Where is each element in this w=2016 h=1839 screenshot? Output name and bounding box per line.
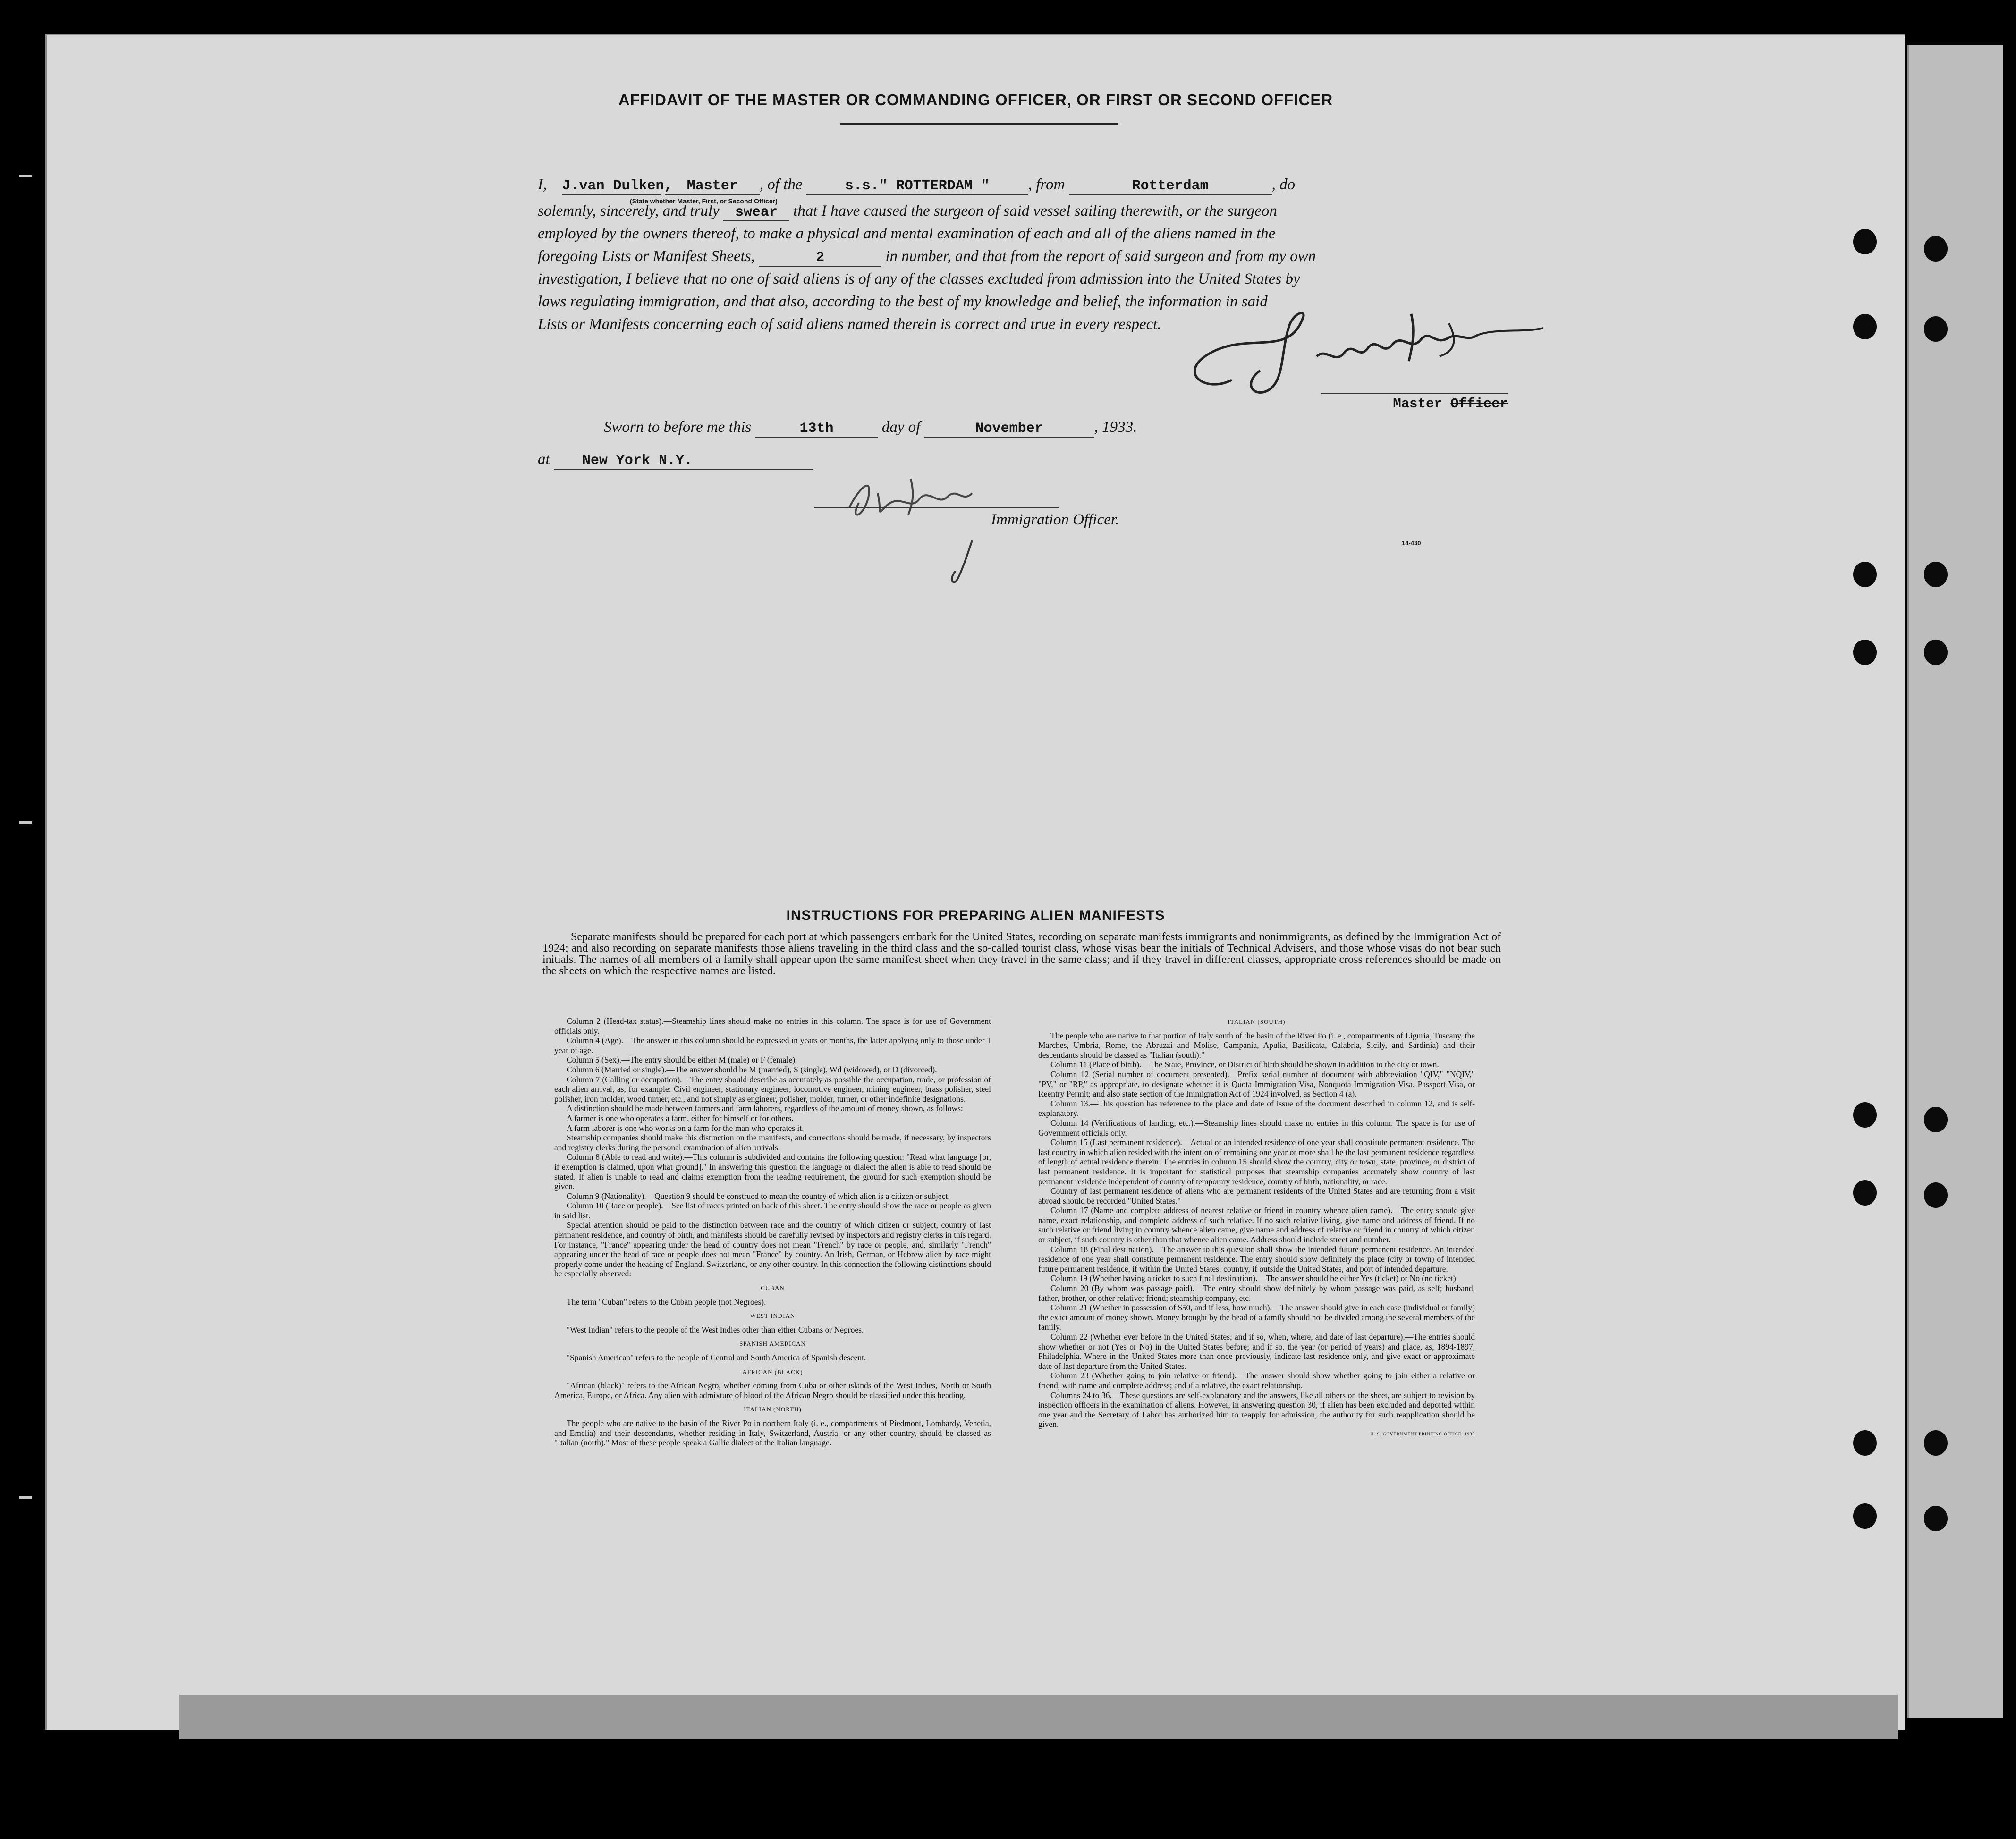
section-heading-african: AFRICAN (BLACK) <box>742 1368 803 1375</box>
instruction-paragraph: Steamship companies should make this distinction on the manifests, and corrections should be made, if necessary, by inspectors and registry clerks during the personal examination of alien arrivals. <box>554 1133 991 1152</box>
section-heading-cuban: CUBAN <box>761 1284 785 1292</box>
instruction-paragraph: Column 8 (Able to read and write).—This column is subdivided and contains the following question: "Read what language [or, if exemption is claimed, upon what ground]." In answering this question the language or dialect the alien is able to read should be stated. If alien is unable to read and claims exemption from the reading requirement, the ground for such exemption should be given. <box>554 1152 991 1191</box>
instruction-paragraph: A farmer is one who operates a farm, either for himself or for others. <box>567 1113 794 1123</box>
instruction-paragraph: Column 15 (Last permanent residence).—Actual or an intended residence of one year shall constitute permanent residence. The last country in which alien resided with the intention of remaining one year or more shall be the last permanent residence regardless of length of actual residence therein. The entries in column 15 should show the country, city or town, state, province, or district of last permanent residence. It is important for statistical purposes that steamship companies accurately show country of last permanent residence independent of country of temporary residence, country of birth, nationality, or race. <box>1038 1138 1475 1186</box>
punch-hole <box>1924 316 1948 342</box>
manifest-page <box>45 34 1905 1730</box>
sworn-text: Sworn to before me this <box>604 419 752 436</box>
affidavit-line-6: laws regulating immigration, and that also, according to the best of my knowledge and belief, the information in said <box>538 293 1268 310</box>
signature-title-master: Master <box>1393 396 1442 412</box>
section-heading-italian-south: ITALIAN (SOUTH) <box>1228 1018 1286 1025</box>
instructions-right-column <box>1038 1012 1475 1439</box>
punch-hole <box>1853 562 1877 587</box>
section-heading-italian-north: ITALIAN (NORTH) <box>744 1406 802 1413</box>
printer-imprint: U. S. GOVERNMENT PRINTING OFFICE: 1933 <box>1370 1431 1475 1436</box>
sworn-line <box>604 419 1567 438</box>
binding-strip <box>1907 45 2003 1718</box>
punch-hole <box>1853 1102 1877 1128</box>
instruction-paragraph: Column 4 (Age).—The answer in this column should be expressed in years or months, the latter applying only to those under 1 year of age. <box>554 1036 991 1055</box>
instruction-paragraph: A distinction should be made between farmers and farm laborers, regardless of the amount of money shown, as follows: <box>567 1104 963 1114</box>
affidavit-line-5: investigation, I believe that no one of said aliens is of any of the classes excluded from admission into the United States by <box>538 270 1300 287</box>
from-text: , from <box>1028 176 1065 193</box>
punch-hole <box>1853 314 1877 339</box>
instructions-intro: Separate manifests should be prepared for each port at which passengers embark for the United States, recording on separate manifests immigrants and nonimmigrants, as defined by the Immigration Act of 1924; and also recording on separate manifests those aliens traveling in the third class and the so-called tourist class, whose visas bear the initials of Technical Advisers, and those whose visas do not bear such initials. The names of all members of a family shall appear upon the same manifest sheet when they travel in the same class; and if they travel in different classes, appropriate cross references should be made on the sheets on which the respective names are listed. <box>542 931 1501 977</box>
affidavit-text-2b: that I have caused the surgeon of said vessel sailing therewith, or the surgeon <box>793 202 1277 219</box>
instruction-paragraph: Column 11 (Place of birth).—The State, Province, or District of birth should be shown in addition to the city or town. <box>1050 1060 1439 1070</box>
year-suffix: 33. <box>1118 419 1137 436</box>
instruction-paragraph: Column 23 (Whether going to join relative or friend).—The answer should show whether going to join either a relative or friend, with name and complete address; and if a relative, the exact relationship. <box>1038 1371 1475 1390</box>
punch-hole <box>1853 1180 1877 1206</box>
punch-hole <box>1924 1506 1948 1531</box>
instruction-paragraph: Column 5 (Sex).—The entry should be either M (male) or F (female). <box>567 1055 797 1065</box>
section-heading-spanish-american: SPANISH AMERICAN <box>739 1340 806 1348</box>
instruction-paragraph: "West Indian" refers to the people of the West Indies other than either Cubans or Negroes. <box>567 1324 864 1334</box>
instruction-paragraph: The people who are native to the basin of the River Po in northern Italy (i. e., compartments of Piedmont, Lombardy, Venetia, and Emelia) and their descendants, whether residing in Italy, Switzerland, Austria, or any other country, should be classed as "Italian (north)." Most of these people speak a Gallic dialect of the Italian language. <box>554 1418 991 1448</box>
punch-hole <box>1924 1182 1948 1208</box>
punch-hole <box>1853 229 1877 254</box>
punch-hole <box>1924 1107 1948 1132</box>
affidavit-text-2a: solemnly, sincerely, and truly <box>538 202 720 219</box>
instruction-paragraph: The term "Cuban" refers to the Cuban people (not Negroes). <box>567 1297 766 1307</box>
affidavit-i: I, <box>538 176 547 193</box>
signature-title-struck: Officer <box>1450 396 1508 412</box>
punch-hole <box>1924 236 1948 262</box>
master-signature <box>1147 300 1572 408</box>
instructions-title: INSTRUCTIONS FOR PREPARING ALIEN MANIFESTS <box>786 908 1165 923</box>
instruction-paragraph: Column 2 (Head-tax status).—Steamship lines should make no entries in this column. The space is for use of Government officials only. <box>554 1016 991 1036</box>
instruction-paragraph: Columns 24 to 36.—These questions are self-explanatory and the answers, like all others on the sheet, are subject to revision by inspection officers in the examination of aliens. However, in answering question 30, if alien has been excluded and deported within one year and the Secretary of Labor has authorized him to reapply for admission, the authority for such reapplication should be given. <box>1038 1390 1475 1429</box>
edge-mark <box>19 175 32 177</box>
officer-rank: Master <box>665 178 760 195</box>
instruction-paragraph: Country of last permanent residence of aliens who are permanent residents of the United States and are returning from a visit abroad should be recorded "United States." <box>1038 1186 1475 1206</box>
sworn-month: November <box>924 421 1094 438</box>
of-the-text: , of the <box>759 176 803 193</box>
affidavit-text-4a: foregoing Lists or Manifest Sheets, <box>538 248 755 265</box>
departure-port: Rotterdam <box>1069 178 1272 195</box>
officer-label: Immigration Officer. <box>991 511 1119 528</box>
signature-title <box>1321 393 1508 412</box>
year-prefix: , 19 <box>1094 419 1118 436</box>
affidavit-line-7: Lists or Manifests concerning each of said aliens named therein is correct and true in every respect. <box>538 316 1161 333</box>
instruction-paragraph: Column 21 (Whether in possession of $50, and if less, how much).—The answer should give in each case (individual or family) the exact amount of money shown. Money brought by the head of a family should not be divided among the several members of the family. <box>1038 1303 1475 1332</box>
vessel-name: s.s." ROTTERDAM " <box>806 178 1028 195</box>
rank-note: (State whether Master, First, or Second Officer) <box>630 197 778 205</box>
instruction-paragraph: The people who are native to that portion of Italy south of the basin of the River Po (i. e., compartments of Liguria, Tuscany, the Marches, Umbria, Rome, the Abruzzi and Molise, Campania, Apulia, Basilicata, Calabria, Sicily, and Sardinia) and their descendants should be classed as "Italian (south)." <box>1038 1030 1475 1060</box>
instruction-paragraph: A farm laborer is one who works on a farm for the man who operates it. <box>567 1123 804 1133</box>
sworn-day: 13th <box>755 421 878 438</box>
instruction-paragraph: Column 14 (Verifications of landing, etc.).—Steamship lines should make no entries in this column. The space is for use of Government officials only. <box>1038 1118 1475 1138</box>
punch-hole <box>1853 1430 1877 1456</box>
instruction-paragraph: Column 6 (Married or single).—The answer should be M (married), S (single), Wd (widowed), or D (divorced). <box>567 1064 937 1074</box>
master-name: J.van Dulken, <box>562 178 673 194</box>
at-text: at <box>538 451 550 468</box>
instruction-paragraph: Column 10 (Race or people).—See list of races printed on back of this sheet. The entry should show the race or people as given in said list. <box>554 1201 991 1220</box>
instruction-paragraph: Column 13.—This question has reference to the place and date of issue of the document described in column 12, and is self-explanatory. <box>1038 1098 1475 1118</box>
punch-hole <box>1924 562 1948 587</box>
sworn-place: New York N.Y. <box>554 453 813 470</box>
instruction-paragraph: Column 9 (Nationality).—Question 9 should be construed to mean the country of which alien is a citizen or subject. <box>567 1191 950 1201</box>
oath-word: swear <box>723 204 789 221</box>
day-of-text: day of <box>881 419 921 436</box>
instruction-paragraph: Column 12 (Serial number of document presented).—Prefix serial number of document with abbreviation "QIV," "NQIV," "PV," or "RP," as appropriate, to designate whether it is Quota Immigration Visa, Nonquota Immigration Visa, Passport Visa, or Reentry Permit; and also state section of the Immigration Act of 1924 involved, as Section 4 (a). <box>1038 1069 1475 1099</box>
title-underline <box>840 123 1118 125</box>
instruction-paragraph: "African (black)" refers to the African Negro, whether coming from Cuba or other islands of the West Indies, North or South America, Europe, or Africa. Any alien with admixture of blood of the African Negro should be classified under this heading. <box>554 1381 991 1400</box>
officer-signature-line <box>814 507 1059 508</box>
affidavit-line-3: employed by the owners thereof, to make a physical and mental examination of each and all of the aliens named in the <box>538 225 1276 242</box>
affidavit-title: AFFIDAVIT OF THE MASTER OR COMMANDING OFFICER, OR FIRST OR SECOND OFFICER <box>618 91 1333 109</box>
instruction-paragraph: Special attention should be paid to the distinction between race and the country of which citizen or subject, country of last permanent residence, and country of birth, and manifests should be carefully revised by inspectors and registry clerks in this regard. For instance, "France" appearing under the head of country does not mean "French" by race or people, and, similarly "French" appearing under the head of race or people does not mean "France" by country. An Irish, German, or Hebrew alien by race might properly come under the heading of England, Switzerland, or any other country. In this connection the following distinctions should be especially observed: <box>554 1220 991 1279</box>
punch-hole <box>1924 640 1948 665</box>
edge-mark <box>19 821 32 824</box>
instruction-paragraph: Column 7 (Calling or occupation).—The entry should describe as accurately as possible the occupation, trade, or profession of each alien arrival, as, for example: Civil engineer, stationary engineer, locomotive engineer, mining engineer, brass polisher, steel polisher, iron molder, wood turner, etc., and not simply as engineer, polisher, molder, turner, or other indefinite designations. <box>554 1074 991 1104</box>
instruction-paragraph: Column 22 (Whether ever before in the United States; and if so, when, where, and date of last departure).—The entries should show whether or not (Yes or No) in the United States before; and if so, the year (or period of years) and place, as, 1894-1897, Philadelphia. Where in the United States more than once previously, indicate last residence only, and give exact or approximate date of last departure from the United States. <box>1038 1332 1475 1371</box>
affidavit-line-1 <box>538 176 1501 195</box>
instruction-paragraph: Column 17 (Name and complete address of nearest relative or friend in country whence alien came).—The entry should give name, exact relationship, and complete address of such relative. If no such relative living, give name and address of friend. If no such relative or friend living in country whence alien came, give name and address of relative or friend in country of which citizen or subject, if such country is other than that whence alien came. Address should include street and number. <box>1038 1206 1475 1245</box>
edge-mark <box>19 1496 32 1499</box>
do-text: , do <box>1271 176 1296 193</box>
affidavit-text-4b: in number, and that from the report of said surgeon and from my own <box>885 248 1316 265</box>
affidavit-line-2 <box>538 202 1501 221</box>
punch-hole <box>1924 1430 1948 1456</box>
punch-hole <box>1853 640 1877 665</box>
instruction-paragraph: Column 20 (By whom was passage paid).—The entry should show definitely by whom passage was paid, as self; husband, father, brother, or other relative; friend; steamship company, etc. <box>1038 1283 1475 1303</box>
sheet-count: 2 <box>759 250 881 267</box>
instructions-left-column <box>554 1016 991 1448</box>
affidavit-line-4 <box>538 248 1501 267</box>
punch-hole <box>1853 1503 1877 1529</box>
form-number: 14-430 <box>1402 540 1421 547</box>
underlying-page-edge <box>179 1695 1898 1739</box>
instruction-paragraph: Column 18 (Final destination).—The answer to this question shall show the intended future permanent residence. An intended residence of one year shall constitute permanent residence. The entry should show definitely the place (city or town) of intended future permanent residence, if within the United States; country, if outside the United States, and port of intended departure. <box>1038 1244 1475 1274</box>
instruction-paragraph: "Spanish American" refers to the people of Central and South America of Spanish descent. <box>567 1353 866 1362</box>
instruction-paragraph: Column 19 (Whether having a ticket to such final destination).—The answer should be either Yes (ticket) or No (no ticket). <box>1050 1274 1458 1283</box>
section-heading-west-indian: WEST INDIAN <box>750 1312 796 1320</box>
